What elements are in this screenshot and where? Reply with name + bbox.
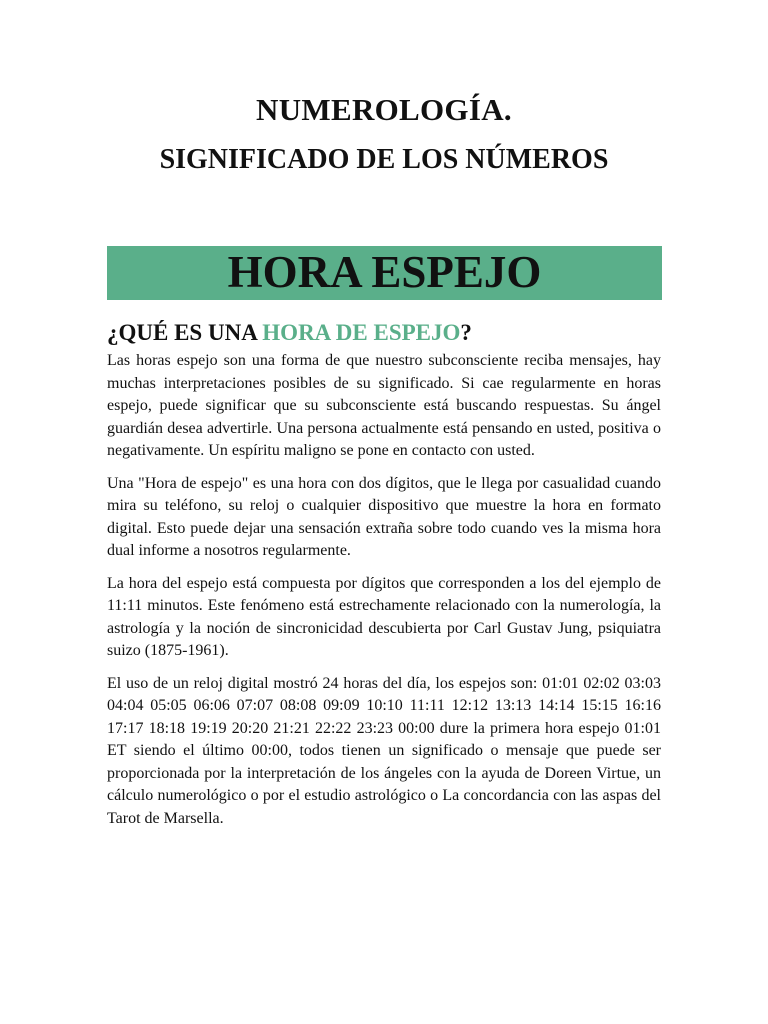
section-heading bbox=[107, 318, 661, 348]
document-title: NUMEROLOGÍA. bbox=[256, 92, 512, 127]
document-subtitle: SIGNIFICADO DE LOS NÚMEROS bbox=[159, 144, 609, 175]
section-heading-suffix: ? bbox=[460, 320, 472, 345]
banner-title: HORA ESPEJO bbox=[227, 247, 542, 297]
section-banner bbox=[107, 246, 662, 300]
paragraph-1: Las horas espejo son una forma de que nuestro subconsciente reciba mensajes, hay muchas interpretaciones posibles de su significado. Si cae regularmente en horas espejo, puede significar que su subconsciente está buscando respuestas. Su ángel guardián desea advertirle. Una persona actualmente está pensando en usted, positiva o negativamente. Un espíritu maligno se pone en contacto con usted. bbox=[107, 352, 661, 459]
section-heading-prefix: ¿QUÉ ES UNA bbox=[107, 320, 263, 345]
paragraph-3: La hora del espejo está compuesta por dígitos que corresponden a los del ejemplo de 11:11 minutos. Este fenómeno está estrechamente relacionado con la numerología, la astrología y la noción de sincronicidad descubierta por Carl Gustav Jung, psiquiatra suizo (1875-1961). bbox=[107, 574, 661, 659]
paragraph-4: El uso de un reloj digital mostró 24 horas del día, los espejos son: 01:01 02:02 03:03 04:04 05:05 06:06 07:07 08:08 09:09 10:10 11:11 12:12 13:13 14:14 15:15 16:16 17:17 18:18 19:19 20:20 21:21 22:22 23:23 00:00 dure la primera hora espejo 01:01 ET siendo el último 00:00, todos tienen un significado o mensaje que puede ser proporcionada por la interpretación de los ángeles con la ayuda de Doreen Virtue, un cálculo numerológico o por el estudio astrológico o La concordancia con las aspas del Tarot de Marsella. bbox=[107, 674, 661, 827]
paragraph-2: Una "Hora de espejo" es una hora con dos dígitos, que le llega por casualidad cuando mira su teléfono, su reloj o cualquier dispositivo que muestre la hora en formato digital. Esto puede dejar una sensación extraña sobre todo cuando ves la misma hora dual informe a nosotros regularmente. bbox=[107, 474, 661, 559]
title-block bbox=[0, 88, 768, 179]
section-heading-highlight: HORA DE ESPEJO bbox=[262, 320, 461, 345]
article-body bbox=[107, 318, 661, 840]
